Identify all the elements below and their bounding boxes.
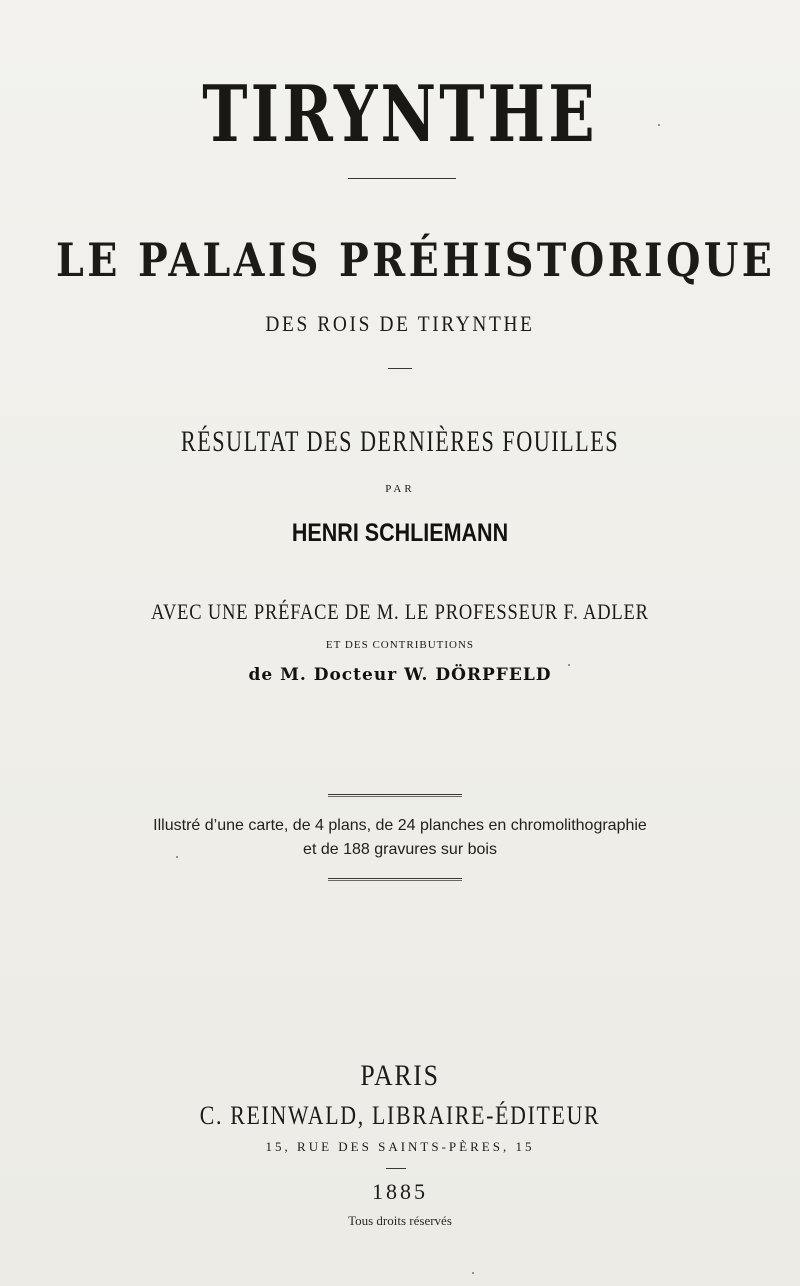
book-subsubtitle: DES ROIS DE TIRYNTHE: [265, 311, 535, 336]
publisher-name: C. REINWALD, LIBRAIRE-ÉDITEUR: [199, 1101, 601, 1130]
book-title: TIRYNTHE: [202, 69, 598, 160]
par-label: PAR: [385, 483, 415, 495]
illustration-bottom-rule: [328, 878, 462, 881]
rights-notice: Tous droits réservés: [348, 1213, 452, 1228]
illustration-line-1: Illustré d’une carte, de 4 plans, de 24 planches en chromolithographie: [153, 817, 647, 834]
result-line: RÉSULTAT DES DERNIÈRES FOUILLES: [180, 425, 620, 458]
paper-speck: [568, 664, 570, 666]
book-subtitle: LE PALAIS PRÉHISTORIQUE: [56, 233, 776, 287]
illustration-line-2: et de 188 gravures sur bois: [303, 841, 497, 858]
paper-speck: [472, 1272, 474, 1274]
contributions-line: ET DES CONTRIBUTIONS: [325, 639, 475, 651]
publication-year: 1885: [372, 1179, 428, 1204]
address-rule: [386, 1168, 406, 1169]
illustration-top-rule: [328, 794, 462, 797]
docteur-line: de M. Docteur W. DÖRPFELD: [248, 665, 552, 685]
title-rule: [348, 178, 456, 179]
paper-speck: [176, 856, 178, 858]
paper-speck: [658, 124, 660, 126]
publication-city: PARIS: [360, 1059, 440, 1092]
publisher-address: 15, RUE DES SAINTS-PÈRES, 15: [265, 1139, 535, 1154]
subtitle-rule: [388, 368, 412, 369]
author-name: HENRI SCHLIEMANN: [291, 519, 509, 547]
preface-line: AVEC UNE PRÉFACE DE M. LE PROFESSEUR F. ADLER: [151, 599, 649, 624]
